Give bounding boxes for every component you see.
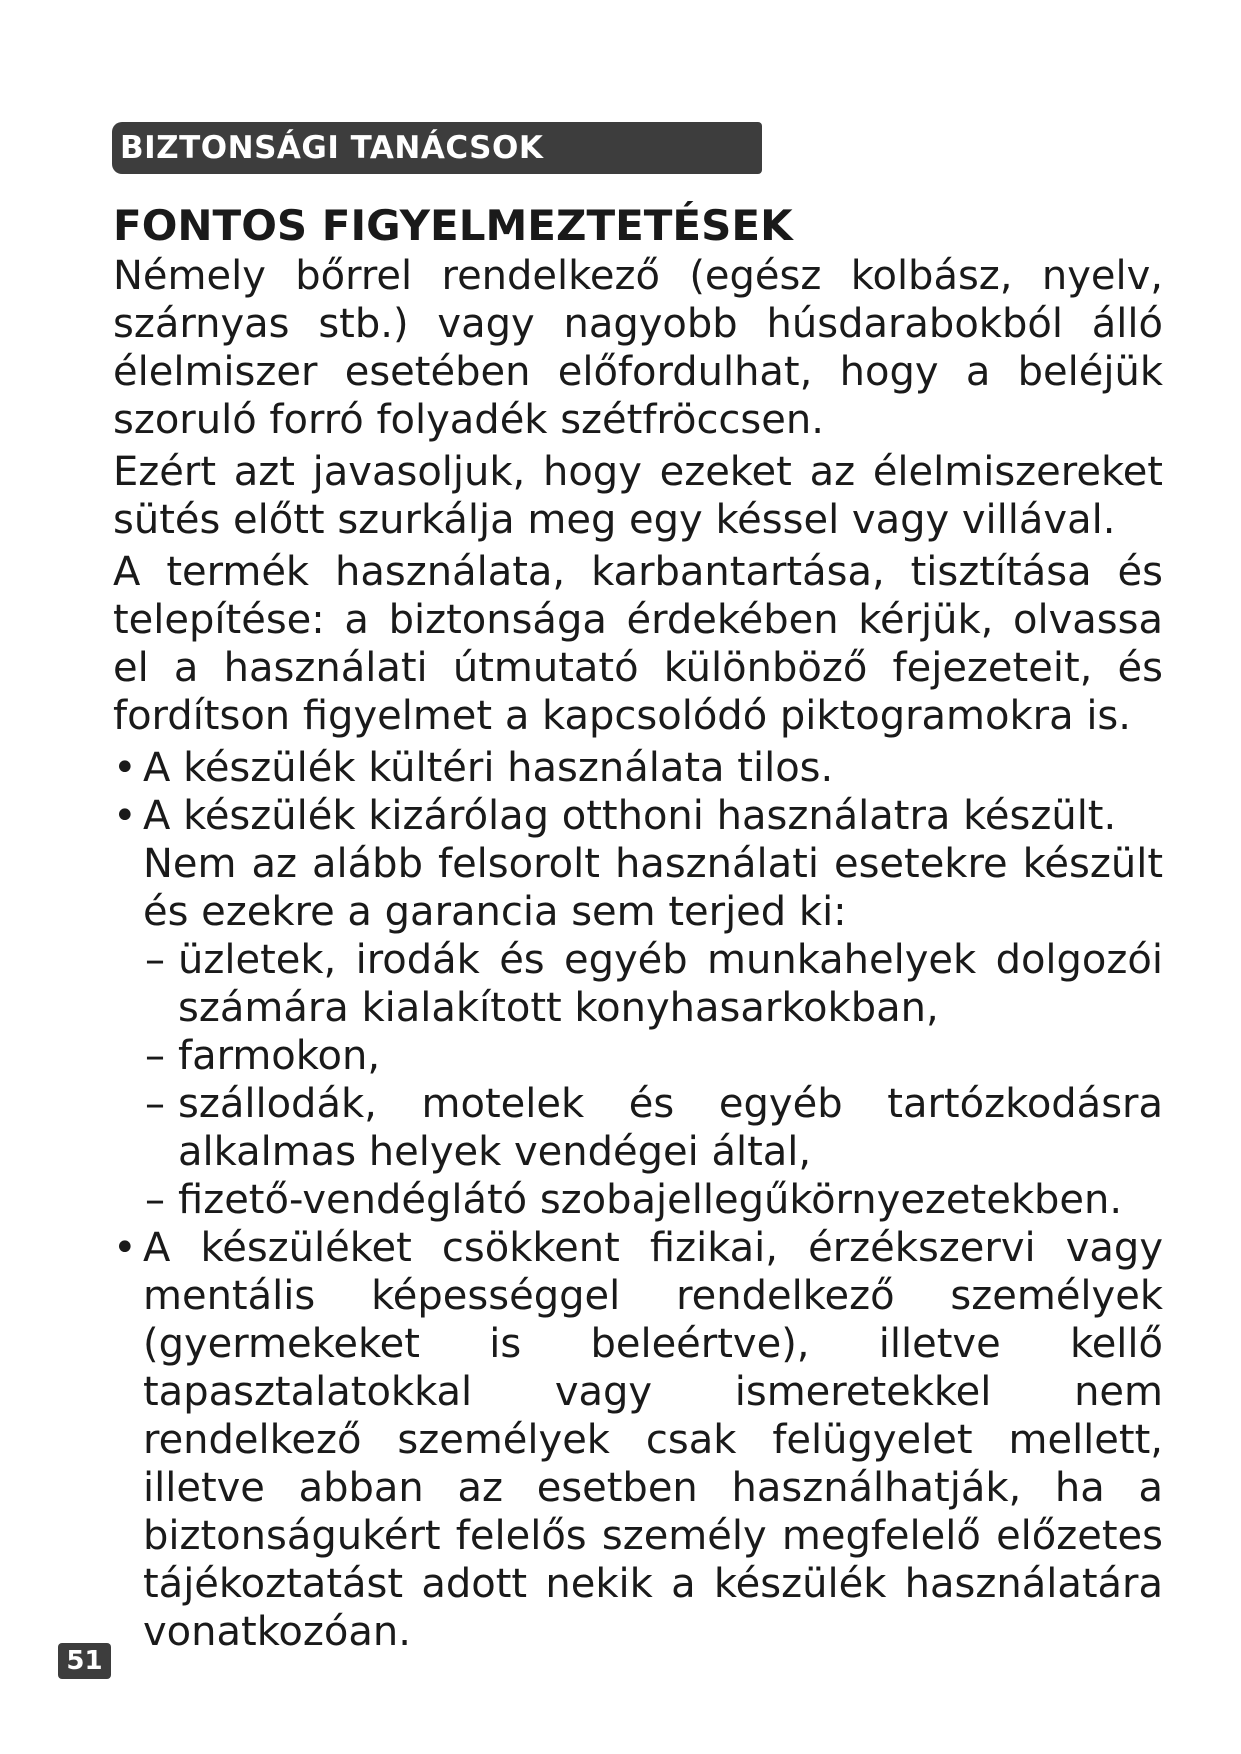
bullet-household-note: Nem az alább felsorolt használati esetekre készült és ezekre a garancia sem terjed ki: <box>143 841 1163 935</box>
dash-text: farmokon, <box>178 1033 381 1079</box>
dash-item <box>113 1080 1163 1176</box>
dash-icon: – <box>145 1033 165 1079</box>
bullet-text: A készülék kizárólag otthoni használatra készült. <box>143 793 1117 839</box>
section-header-bar <box>112 122 762 174</box>
bullet-reduced-capabilities <box>113 1224 1163 1656</box>
dash-icon: – <box>145 1177 165 1223</box>
section-label: BIZTONSÁGI TANÁCSOK <box>120 130 544 166</box>
page-heading: FONTOS FIGYELMEZTETÉSEK <box>113 201 793 250</box>
paragraph-skin-foods: Némely bőrrel rendelkező (egész kolbász, nyelv, szárnyas stb.) vagy nagyobb húsdarabokból álló élelmiszer esetében előfordulhat, hogy a beléjük szoruló forró folyadék szétfröccsen. <box>113 253 1163 443</box>
bullet-text: A készülék kültéri használata tilos. <box>143 745 834 791</box>
dash-text: szállodák, motelek és egyéb tartózkodásra alkalmas helyek vendégei által, <box>178 1081 1163 1175</box>
bullet-household <box>113 792 1163 936</box>
dash-item <box>113 1176 1163 1224</box>
dash-icon: – <box>145 1081 165 1127</box>
dash-text: üzletek, irodák és egyéb munkahelyek dolgozói számára kialakított konyhasarkokban, <box>178 937 1163 1031</box>
bullet-icon: • <box>113 1225 137 1271</box>
bullet-outdoor <box>113 744 1163 792</box>
bullet-icon: • <box>113 745 137 791</box>
page-number: 51 <box>58 1643 111 1679</box>
bullet-text: A készüléket csökkent fizikai, érzékszervi vagy mentális képességgel rendelkező személyek (gyermekeket is beleértve), illetve kellő tapasztalatokkal vagy ismeretekkel nem rendelkező személyek csak felügyelet mellett, illetve abban az esetben használhatják, ha a biztonságukért felelős személy megfelelő előzetes tájékoztatást adott nekik a készülék használatára vonatkozóan. <box>143 1225 1163 1655</box>
dash-icon: – <box>145 937 165 983</box>
main-content <box>113 200 1163 1656</box>
bullet-icon: • <box>113 793 137 839</box>
dash-item <box>113 936 1163 1032</box>
dash-text: fizető-vendéglátó szobajellegűkörnyezetekben. <box>178 1177 1123 1223</box>
paragraph-manual-notice: A termék használata, karbantartása, tisztítása és telepítése: a biztonsága érdekében kérjük, olvassa el a használati útmutató különböző fejezeteit, és fordítson figyelmet a kapcsolódó piktogramokra is. <box>113 549 1163 739</box>
paragraph-pierce-advice: Ezért azt javasoljuk, hogy ezeket az élelmiszereket sütés előtt szurkálja meg egy késsel vagy villával. <box>113 449 1163 543</box>
dash-item <box>113 1032 1163 1080</box>
